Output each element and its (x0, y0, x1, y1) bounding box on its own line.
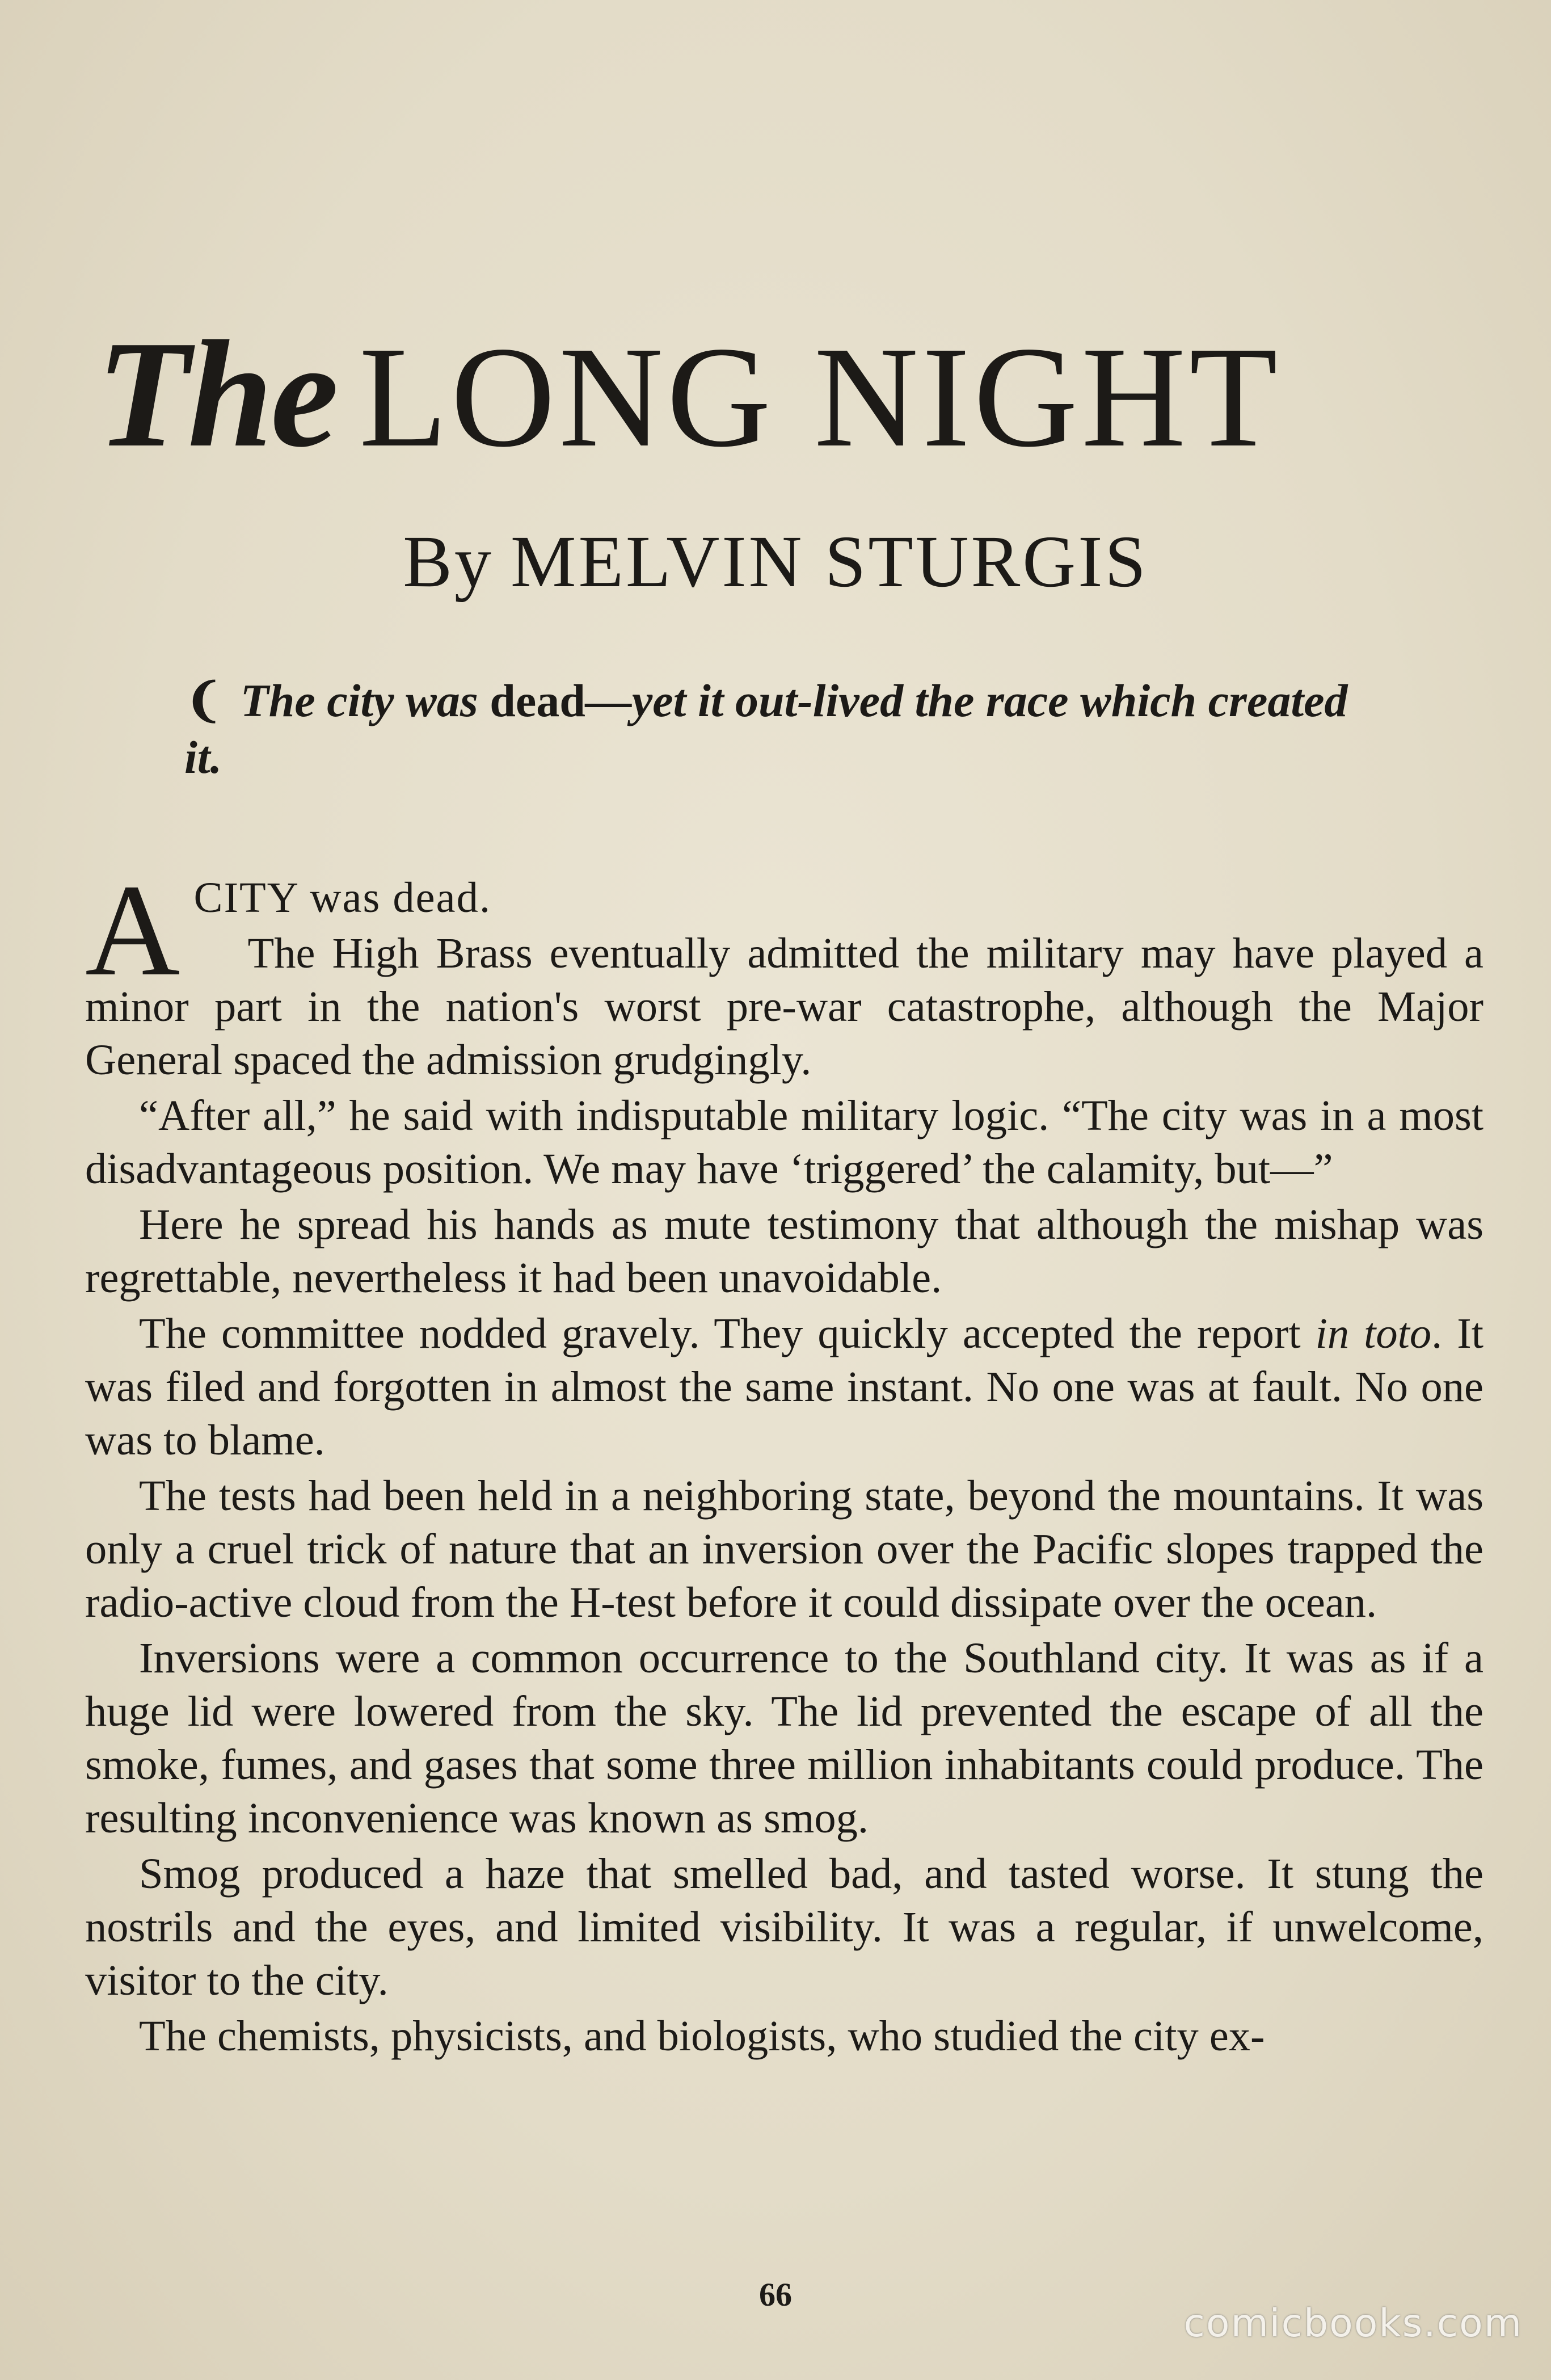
story-title (96, 309, 1469, 488)
paragraph-8: The chemists, physicists, and biologists, who studied the city ex- (139, 2012, 1265, 2060)
blurb-part-1: The city was (240, 675, 478, 726)
paragraph-3: Here he spread his hands as mute testimony that although the mishap was regrettable, nevertheless it had been unavoidable. (85, 1200, 1483, 1302)
title-prefix: The (96, 309, 336, 479)
paragraph-4-b: . It was filed and forgotten in almost the same instant. No one was at fault. No one was to blame. (85, 1309, 1483, 1464)
paragraph-0 (85, 857, 1483, 1003)
blurb-part-2: dead (490, 675, 585, 726)
byline-by: By (403, 521, 494, 603)
paragraph-mark-icon: ❨ (184, 675, 224, 726)
paragraph-7: Smog produced a haze that smelled bad, and tasted worse. It stung the nostrils and the eyes, and limited visibility. It was a regular, if unwelcome, visitor to the city. (85, 1849, 1483, 2004)
title-main: LONG NIGHT (359, 317, 1282, 477)
paragraph-6: Inversions were a common occurrence to the Southland city. It was as if a huge lid were lowered from the sky. The lid prevented the escape of all the smoke, fumes, and gases that some three million inhabitants could produce. The resulting inconvenience was known as smog. (85, 1634, 1483, 1842)
paragraph-4-a: The committee nodded gravely. They quickly accepted the report (139, 1309, 1301, 1357)
watermark: comicbooks.com (1183, 2301, 1523, 2346)
paragraph-0-text: CITY was dead. (193, 873, 491, 922)
paragraph-5: The tests had been held in a neighboring state, beyond the mountains. It was only a cruel trick of nature that an inversion over the Pacific slopes trapped the radio-active cloud from the H-test before it could dissipate over the ocean. (85, 1471, 1483, 1626)
story-body (85, 857, 1483, 2065)
paragraph-4 (85, 1307, 1483, 1467)
author-name: MELVIN STURGIS (510, 521, 1148, 603)
page-number: 66 (759, 2276, 792, 2313)
paragraph-2: “After all,” he said with indisputable military logic. “The city was in a most disadvantageous position. We may have ‘triggered’ the calamity, but—” (85, 1091, 1483, 1193)
blurb-part-3: —yet it out-lived the race which created it. (184, 675, 1348, 783)
paragraph-1: The High Brass eventually admitted the military may have played a minor part in the nation's worst pre-war catastrophe, although the Major General spaced the admission grudgingly. (85, 929, 1483, 1084)
paragraph-4-italic: in toto (1315, 1309, 1432, 1357)
byline (0, 519, 1551, 604)
story-blurb (184, 672, 1376, 786)
drop-cap: A (85, 857, 180, 1003)
